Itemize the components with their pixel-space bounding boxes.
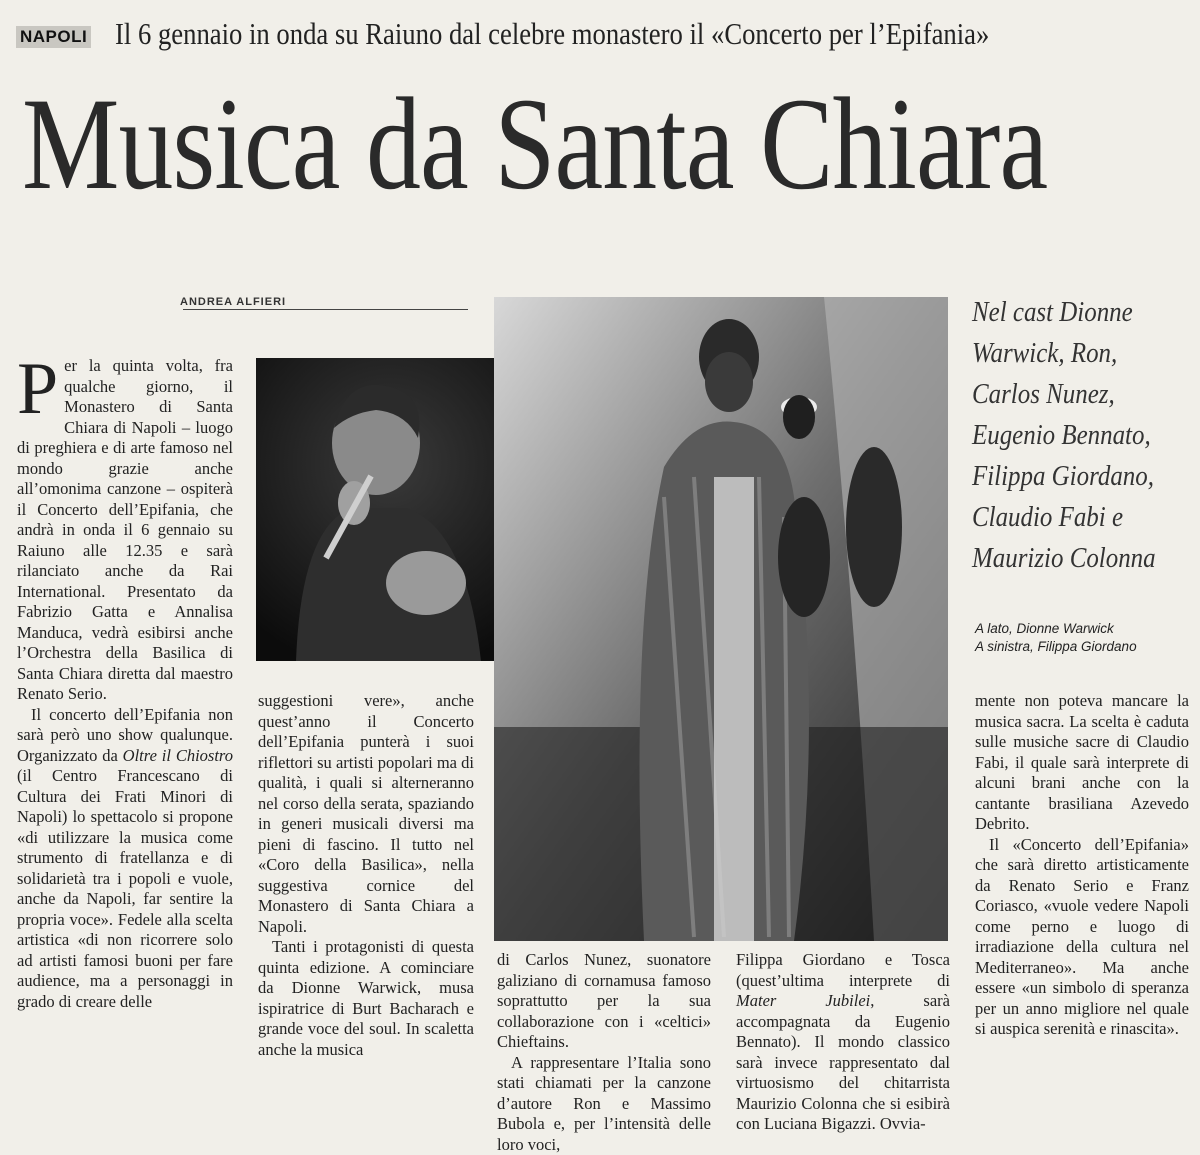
article-paragraph xyxy=(736,950,950,1135)
caption-line: A sinistra, Filippa Giordano xyxy=(975,638,1137,656)
article-paragraph: suggestioni vere», anche quest’anno il Concerto dell’Epifania punterà i suoi riflettori su artisti popolari ma di qualità, i quali si alterneranno nel corso della serata, spaziando in generi musicali diversi ma pieni di fascino. Il tutto nel «Coro della Basilica», nella suggestiva cornice del Monastero di Santa Chiara a Napoli. xyxy=(258,691,474,937)
pull-quote xyxy=(972,292,1196,579)
article-paragraph: Il «Concerto dell’Epifania» che sarà diretto artisticamente da Renato Serio e Franz Coriasco, «vuole vedere Napoli come perno e luogo di irradiazione della cultura nel Mediterraneo». Ma anche essere «un simbolo di speranza per un anno migliore nel quale si auspica serenità e rinascita». xyxy=(975,835,1189,1040)
photo-caption xyxy=(975,620,1137,656)
article-paragraph xyxy=(17,356,233,705)
italic-title: Oltre il Chiostro xyxy=(123,746,233,765)
pull-quote-line: Nel cast Dionne xyxy=(972,292,1196,333)
article-paragraph: mente non poteva mancare la musica sacra. La scelta è caduta sulle musiche sacre di Claudio Fabi, il quale sarà interprete di alcuni brani anche con la cantante brasiliana Azevedo Debrito. xyxy=(975,691,1189,835)
article-column-5 xyxy=(975,691,1189,1040)
kicker-bar xyxy=(12,8,1197,56)
paragraph-text: , sarà accompagnata da Eugenio Bennato). Il mondo classico sarà invece rappresentato dal virtuosismo del chitarrista Maurizio Colonna che si esibirà con Luciana Bigazzi. Ovvia- xyxy=(736,991,950,1133)
article-column-2 xyxy=(258,691,474,1060)
photo-dionne-warwick xyxy=(494,297,948,941)
article-paragraph: A rappresentare l’Italia sono stati chiamati per la canzone d’autore Ron e Massimo Bubola e, per l’intensità delle loro voci, xyxy=(497,1053,711,1155)
italic-title: Mater Jubilei xyxy=(736,991,870,1010)
byline: ANDREA ALFIERI xyxy=(180,296,286,308)
pull-quote-line: Maurizio Colonna xyxy=(972,538,1196,579)
pull-quote-line: Eugenio Bennato, xyxy=(972,415,1196,456)
byline-rule xyxy=(183,309,468,310)
paragraph-text: (il Centro Francescano di Cultura dei Frati Minori di Napoli) lo spettacolo si propone «di utilizzare la musica come strumento di fratellanza e di solidarietà tra i popoli e vuole, anche da Napoli, far sentire la propria voce». Fedele alla scelta artistica «di non ricorrere solo ad artisti famosi buoni per fare audience, ma a personaggi in grado di creare delle xyxy=(17,766,233,1011)
article-column-3 xyxy=(497,950,711,1155)
paragraph-text: Filippa Giordano e Tosca (quest’ultima interprete di xyxy=(736,950,950,990)
article-paragraph xyxy=(17,705,233,1013)
paragraph-text: er la quinta volta, fra qualche giorno, il Monastero di Santa Chiara di Napoli – luogo di preghiera e di arte famoso nel mondo grazie anche all’omonima canzone – ospiterà il Concerto dell’Epifania, che andrà in onda il 6 gennaio su Raiuno alle 12.35 e sarà rilanciato anche da Rai International. Presentato da Fabrizio Gatta e Annalisa Manduca, vedrà esibirsi anche l’Orchestra della Basilica di Santa Chiara diretta dal maestro Renato Serio. xyxy=(17,356,233,703)
pull-quote-line: Claudio Fabi e xyxy=(972,497,1196,538)
pull-quote-line: Carlos Nunez, xyxy=(972,374,1196,415)
article-column-4 xyxy=(736,950,950,1135)
section-label: NAPOLI xyxy=(16,26,91,48)
kicker-headline: Il 6 gennaio in onda su Raiuno dal celebre monastero il «Concerto per l’Epifania» xyxy=(115,16,989,52)
article-paragraph: Tanti i protagonisti di questa quinta edizione. A cominciare da Dionne Warwick, musa ispiratrice di Burt Bacharach e grande voce del soul. In scaletta anche la musica xyxy=(258,937,474,1060)
article-column-1 xyxy=(17,356,233,1012)
caption-line: A lato, Dionne Warwick xyxy=(975,620,1137,638)
pull-quote-line: Warwick, Ron, xyxy=(972,333,1196,374)
photo-dionne-graphic xyxy=(494,297,948,941)
main-headline: Musica da Santa Chiara xyxy=(22,78,1047,210)
drop-cap: P xyxy=(17,359,58,419)
article-paragraph: di Carlos Nunez, suonatore galiziano di cornamusa famoso soprattutto per la sua collaborazione con i «celtici» Chieftains. xyxy=(497,950,711,1053)
pull-quote-line: Filippa Giordano, xyxy=(972,456,1196,497)
paragraph-text: Il concerto dell’Epifania non sarà però uno show qualunque. Organizzato da xyxy=(17,705,233,765)
